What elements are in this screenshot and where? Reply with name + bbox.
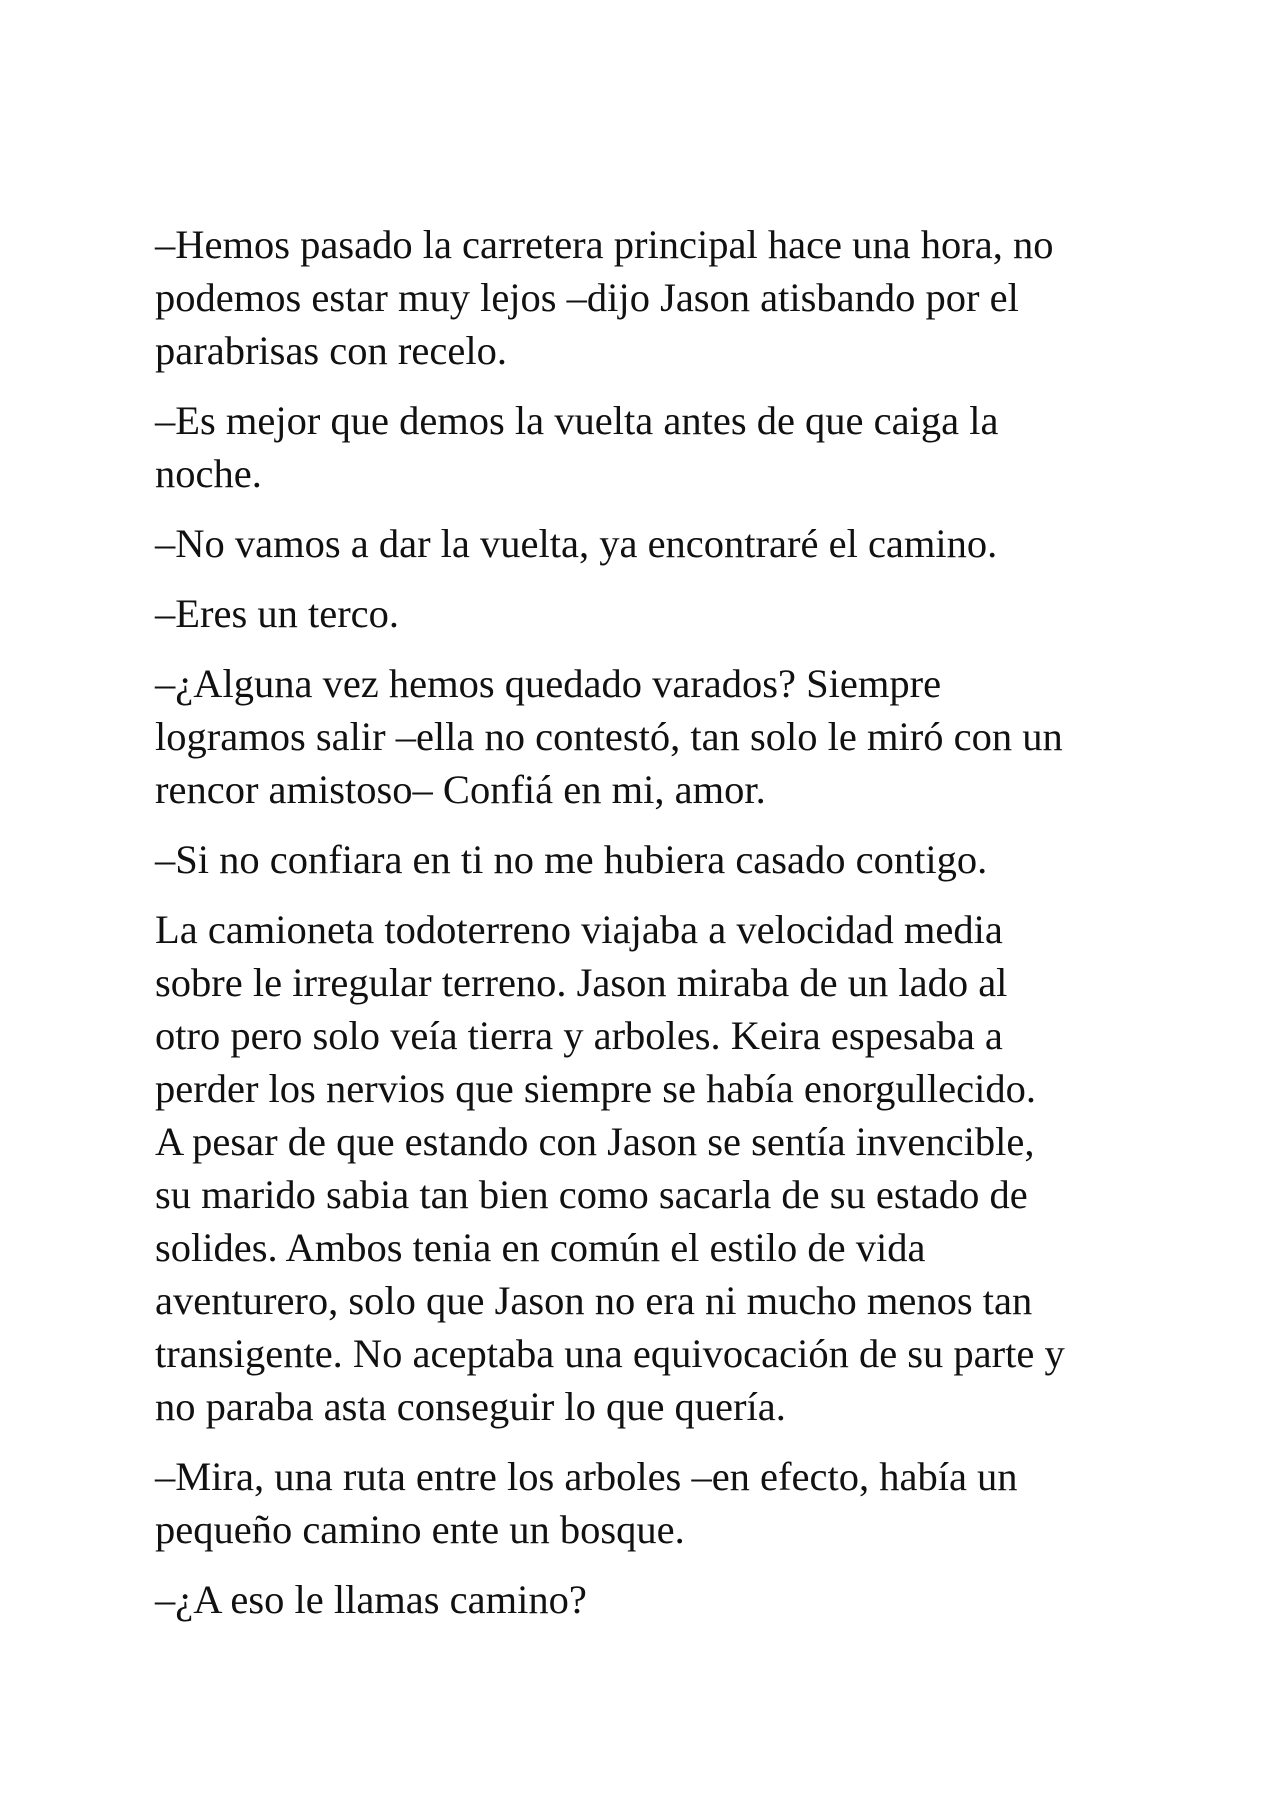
paragraph xyxy=(155,218,1135,377)
paragraph xyxy=(155,657,1135,816)
text-line: logramos salir –ella no contestó, tan solo le miró con un xyxy=(155,714,1063,759)
text-line: parabrisas con recelo. xyxy=(155,328,507,373)
paragraph xyxy=(155,903,1135,1433)
paragraph xyxy=(155,394,1135,500)
text-line: –Si no confiara en ti no me hubiera casado contigo. xyxy=(155,837,988,882)
paragraph xyxy=(155,1450,1135,1556)
text-line: podemos estar muy lejos –dijo Jason atisbando por el xyxy=(155,275,1019,320)
text-line: –Eres un terco. xyxy=(155,591,400,636)
text-line: –Mira, una ruta entre los arboles –en efecto, había un xyxy=(155,1454,1018,1499)
text-line: su marido sabia tan bien como sacarla de su estado de xyxy=(155,1172,1028,1217)
text-line: sobre le irregular terreno. Jason miraba de un lado al xyxy=(155,960,1008,1005)
body-text xyxy=(155,218,1135,1643)
text-line: –No vamos a dar la vuelta, ya encontraré el camino. xyxy=(155,521,998,566)
text-line: –Hemos pasado la carretera principal hace una hora, no xyxy=(155,222,1054,267)
text-line: aventurero, solo que Jason no era ni mucho menos tan xyxy=(155,1278,1033,1323)
text-line: La camioneta todoterreno viajaba a velocidad media xyxy=(155,907,1003,952)
text-line: otro pero solo veía tierra y arboles. Keira espesaba a xyxy=(155,1013,1003,1058)
paragraph xyxy=(155,833,1135,886)
text-line: transigente. No aceptaba una equivocación de su parte y xyxy=(155,1331,1065,1376)
text-line: pequeño camino ente un bosque. xyxy=(155,1507,685,1552)
paragraph xyxy=(155,587,1135,640)
text-line: noche. xyxy=(155,451,262,496)
text-line: solides. Ambos tenia en común el estilo de vida xyxy=(155,1225,926,1270)
text-line: A pesar de que estando con Jason se sentía invencible, xyxy=(155,1119,1035,1164)
paragraph xyxy=(155,1573,1135,1626)
text-line: –¿Alguna vez hemos quedado varados? Siempre xyxy=(155,661,942,706)
text-line: no paraba asta conseguir lo que quería. xyxy=(155,1384,786,1429)
text-line: –¿A eso le llamas camino? xyxy=(155,1577,587,1622)
text-line: perder los nervios que siempre se había enorgullecido. xyxy=(155,1066,1036,1111)
text-line: rencor amistoso– Confiá en mi, amor. xyxy=(155,767,766,812)
text-line: –Es mejor que demos la vuelta antes de que caiga la xyxy=(155,398,999,443)
paragraph xyxy=(155,517,1135,570)
